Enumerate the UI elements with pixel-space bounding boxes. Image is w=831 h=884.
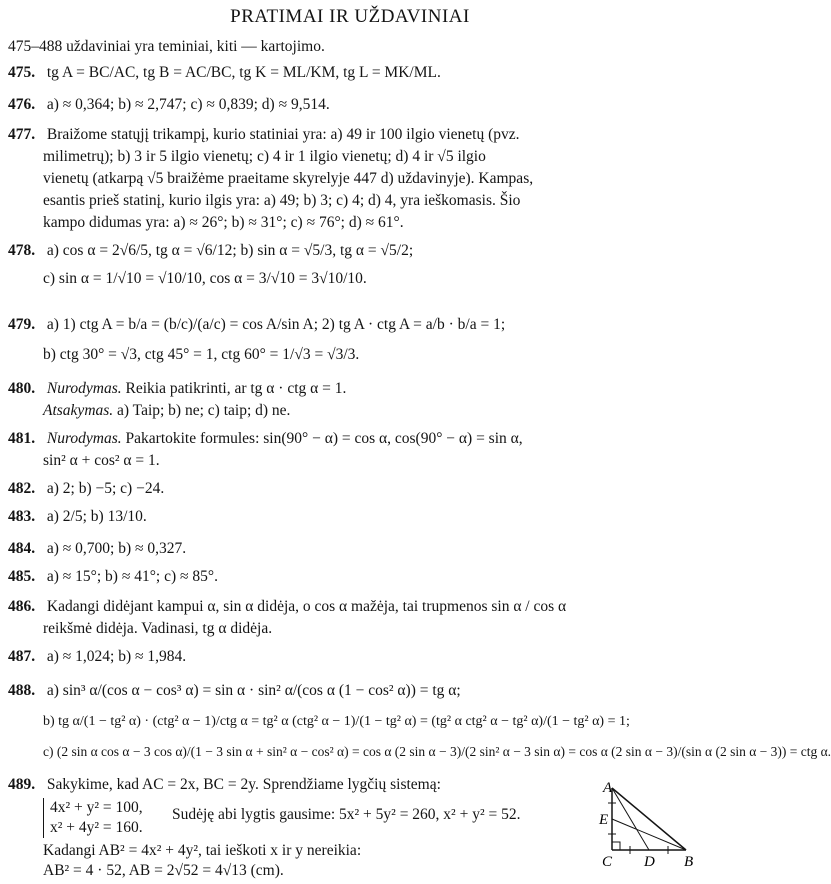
problem-number: 481. [8,430,36,447]
problem-479 [8,316,505,334]
problem-477-line: esantis prieš statinį, kurio ilgis yra: a) 49; b) 3; c) 4; d) 4, yra ieškomasis. Šio [43,192,521,209]
problem-481-line: sin² α + cos² α = 1. [43,452,160,469]
problem-number: 476. [8,96,36,113]
problem-476 [8,96,330,114]
problem-487-text: a) ≈ 1,024; b) ≈ 1,984. [46,648,187,665]
problem-489-line: Sakykime, kad AC = 2x, BC = 2y. Sprendžiame lygčių sistemą: [46,776,441,793]
vertex-label-a: A [603,780,613,796]
page-title: PRATIMAI IR UŽDAVINIAI [230,6,470,27]
problem-484-text: a) ≈ 0,700; b) ≈ 0,327. [46,540,187,557]
segment-eb [612,819,686,850]
problem-478 [8,242,413,260]
problem-478-line: c) sin α = 1/√10 = √10/10, cos α = 3/√10 = 3√10/10. [43,270,367,287]
right-angle-mark [612,842,620,850]
problem-475-text: tg A = BC/AC, tg B = AC/BC, tg K = ML/KM, tg L = MK/ML. [46,64,441,81]
problem-489-line: Sudėję abi lygtis gausime: 5x² + 5y² = 260, x² + y² = 52. [172,806,521,823]
system-equation: 4x² + y² = 100, [50,799,143,816]
problem-481 [8,430,523,448]
problem-483-text: a) 2/5; b) 13/10. [46,508,147,525]
problem-477-line: milimetrų); b) 3 ir 5 ilgio vienetų; c) 4 ir 1 ilgio vienetų; d) 4 ir √5 ilgio [43,148,486,165]
problem-479-line: b) ctg 30° = √3, ctg 45° = 1, ctg 60° = 1/√3 = √3/3. [43,346,360,363]
problem-486 [8,598,566,616]
problem-475 [8,64,441,82]
vertex-label-b: B [684,854,694,870]
problem-478-line: a) cos α = 2√6/5, tg α = √6/12; b) sin α = √5/3, tg α = √5/2; [46,242,414,259]
problem-476-text: a) ≈ 0,364; b) ≈ 2,747; c) ≈ 0,839; d) ≈ 9,514. [46,96,330,113]
problem-number: 477. [8,126,36,143]
problem-486-line: Kadangi didėjant kampui α, sin α didėja, o cos α mažėja, tai trupmenos sin α / cos α [46,598,567,615]
problem-479-line: a) 1) ctg A = b/a = (b/c)/(a/c) = cos A/sin A; 2) tg A · ctg A = a/b · b/a = 1; [46,316,506,333]
problem-488-line: c) (2 sin α cos α − 3 cos α)/(1 − 3 sin α + sin² α − cos² α) = cos α (2 sin α − 3)/(2 sin² α − 3 sin α) = cos α (2 sin α − 3)/(sin α (2 sin α − 3)) = ctg α. [43,744,831,759]
problem-number: 486. [8,598,36,615]
problem-477 [8,126,520,144]
problem-482-text: a) 2; b) −5; c) −24. [46,480,165,497]
problem-number: 480. [8,380,36,397]
equation-system [43,798,143,838]
problem-485 [8,568,218,586]
problem-480-line: a) Taip; b) ne; c) taip; d) ne. [113,402,291,419]
vertex-label-e: E [599,812,609,828]
vertex-label-c: C [602,854,613,870]
problem-number: 484. [8,540,36,557]
answer-label: Atsakymas. [43,402,114,419]
problem-483 [8,508,147,526]
problem-480-line: Reikia patikrinti, ar tg α · ctg α = 1. [121,380,347,397]
problem-482 [8,480,164,498]
problem-number: 483. [8,508,36,525]
problem-number: 479. [8,316,36,333]
segment-ad [612,788,649,850]
hint-label: Nurodymas. [46,380,122,397]
vertex-label-d: D [644,854,655,870]
side-ab [612,788,686,850]
problem-488-line: a) sin³ α/(cos α − cos³ α) = sin α · sin² α/(cos α (1 − cos² α)) = tg α; [46,682,461,699]
problem-486-line: reikšmė didėja. Vadinasi, tg α didėja. [43,620,273,637]
problem-number: 482. [8,480,36,497]
problem-477-line: Braižome statųjį trikampį, kurio statiniai yra: a) 49 ir 100 ilgio vienetų (pvz. [46,126,520,143]
triangle-figure [590,780,696,870]
problem-488-line: b) tg α/(1 − tg² α) · (ctg² α − 1)/ctg α = tg² α (ctg² α − 1)/(1 − tg² α) = (tg² α ctg² α − tg² α)/(1 − tg² α) = 1; [43,714,630,729]
problem-number: 478. [8,242,36,259]
intro-text: 475–488 uždaviniai yra teminiai, kiti — kartojimo. [8,38,325,55]
problem-489 [8,776,441,794]
problem-477-line: kampo didumas yra: a) ≈ 26°; b) ≈ 31°; c) ≈ 76°; d) ≈ 61°. [43,214,404,231]
problem-489-line: Kadangi AB² = 4x² + 4y², tai ieškoti x ir y nereikia: [43,842,362,859]
problem-480 [8,380,346,398]
problem-487 [8,648,186,666]
problem-number: 475. [8,64,36,81]
problem-number: 485. [8,568,36,585]
problem-484 [8,540,186,558]
problem-480-answer [43,402,290,420]
problem-481-line: Pakartokite formules: sin(90° − α) = cos α, cos(90° − α) = sin α, [121,430,523,447]
problem-number: 488. [8,682,36,699]
problem-number: 489. [8,776,36,793]
problem-477-line: vienetų (atkarpą √5 braižėme praeitame skyrelyje 447 d) uždavinyje). Kampas, [43,170,534,187]
problem-485-text: a) ≈ 15°; b) ≈ 41°; c) ≈ 85°. [46,568,218,585]
hint-label: Nurodymas. [46,430,122,447]
problem-488 [8,682,461,700]
problem-489-line: AB² = 4 · 52, AB = 2√52 = 4√13 (cm). [43,862,284,879]
problem-number: 487. [8,648,36,665]
system-equation: x² + 4y² = 160. [50,819,143,836]
